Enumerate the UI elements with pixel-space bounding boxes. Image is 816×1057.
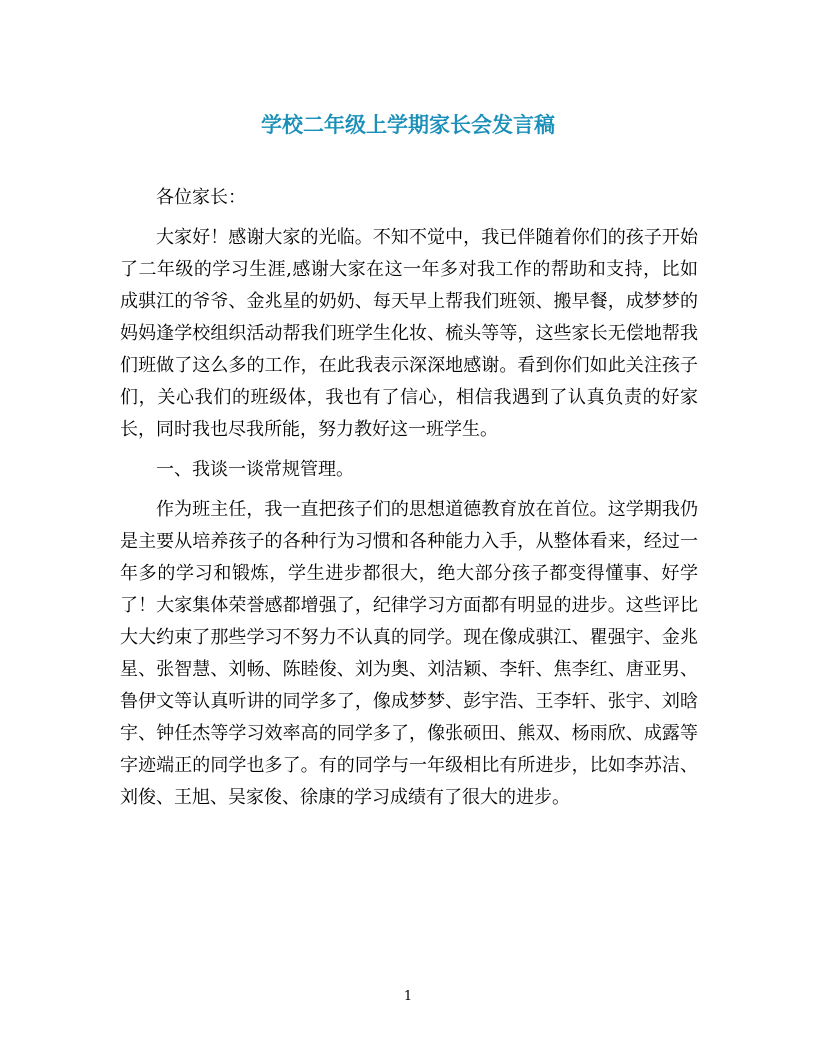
page-title: 学校二年级上学期家长会发言稿 <box>261 112 555 137</box>
document-body <box>120 182 698 822</box>
intro-paragraph: 大家好！感谢大家的光临。不知不觉中，我已伴随着你们的孩子开始了二年级的学习生涯,感谢大家在这一年多对我工作的帮助和支持，比如成骐江的爷爷、金兆星的奶奶、每天早上帮我们班领、搬早餐，成梦梦的妈妈逢学校组织活动帮我们班学生化妆、梳头等等，这些家长无偿地帮我们班做了这么多的工作，在此我表示深深地感谢。看到你们如此关注孩子们，关心我们的班级体，我也有了信心，相信我遇到了认真负责的好家长，同时我也尽我所能，努力教好这一班学生。 <box>120 227 698 440</box>
management-paragraph: 作为班主任，我一直把孩子们的思想道德教育放在首位。这学期我仍是主要从培养孩子的各种行为习惯和各种能力入手，从整体看来，经过一年多的学习和锻炼，学生进步都很大，绝大部分孩子都变得懂事、好学了！大家集体荣誉感都增强了，纪律学习方面都有明显的进步。这些评比大大约束了那些学习不努力不认真的同学。现在像成骐江、瞿强宇、金兆星、张智慧、刘畅、陈睦俊、刘为奥、刘洁颖、李轩、焦李红、唐亚男、鲁伊文等认真听讲的同学多了，像成梦梦、彭宇浩、王李轩、张宇、刘晗宇、钟任杰等学习效率高的同学多了，像张硕田、熊双、杨雨欣、成露等字迹端正的同学也多了。有的同学与一年级相比有所进步，比如李苏洁、刘俊、王旭、吴家俊、徐康的学习成绩有了很大的进步。 <box>120 499 698 808</box>
page-number: 1 <box>403 989 413 1004</box>
greeting-paragraph: 各位家长： <box>156 187 246 208</box>
section-heading: 一、我谈一谈常规管理。 <box>156 459 354 480</box>
